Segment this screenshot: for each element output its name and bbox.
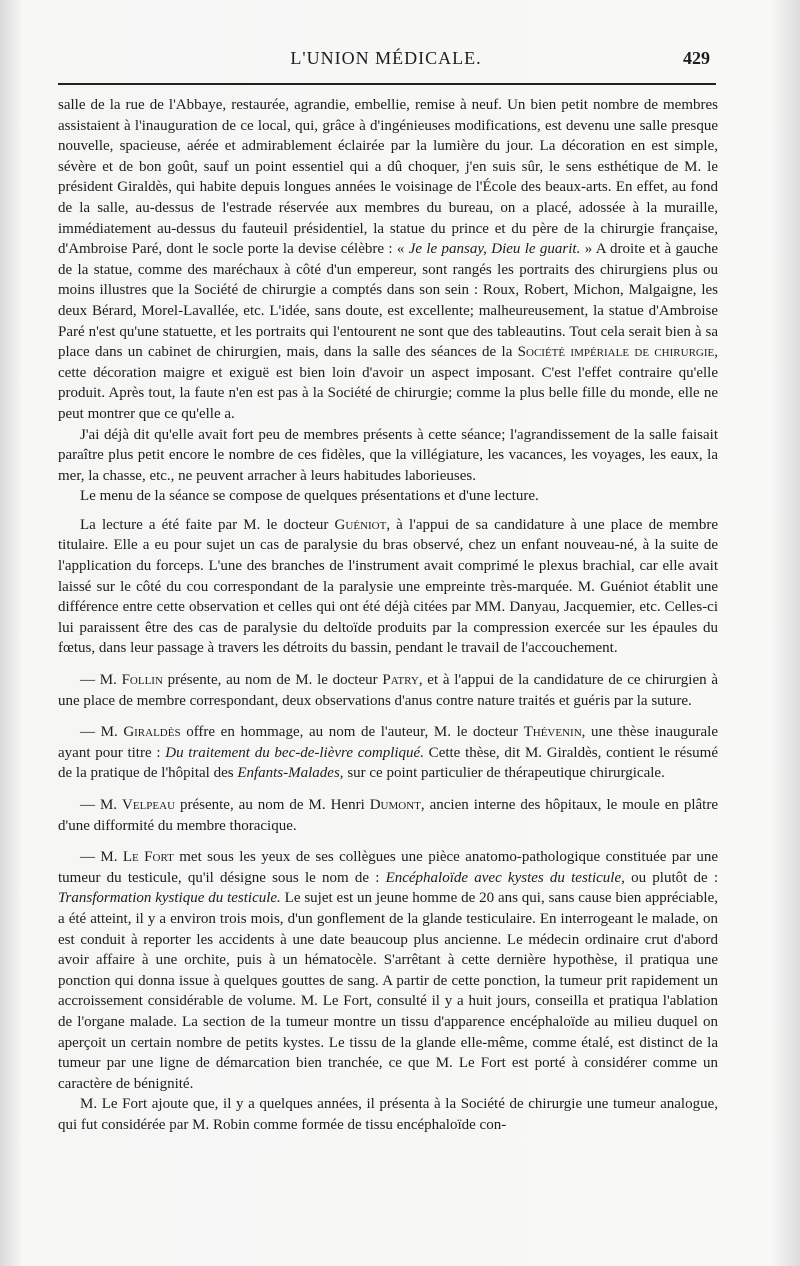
italic-text: Transformation kystique du testicule. bbox=[58, 890, 281, 907]
small-caps-name: Guéniot bbox=[334, 516, 387, 533]
running-title: L'UNION MÉDICALE. bbox=[290, 48, 482, 68]
italic-text: Enfants-Malades, bbox=[237, 765, 344, 782]
article-body bbox=[58, 95, 718, 1136]
text-run: met sous les yeux de ses collègues une pièce anatomo-pathologique constituée par une tumeur du testicule, qu'il désigne sous le nom de : bbox=[58, 849, 718, 886]
text-run: — M. bbox=[80, 849, 123, 866]
text-run: présente, au nom de M. le docteur bbox=[162, 672, 383, 689]
paragraph bbox=[58, 95, 718, 425]
text-run: — M. bbox=[80, 724, 124, 741]
header-rule bbox=[58, 83, 716, 85]
page-number: 429 bbox=[683, 48, 710, 68]
text-run: présente, au nom de M. Henri bbox=[175, 797, 370, 813]
paragraph bbox=[58, 670, 718, 711]
text-run: , ancien interne des hôpitaux, le moule en plâtre d'une difformité du membre thoracique. bbox=[58, 797, 718, 834]
text-run: offre en hommage, au nom de l'auteur, M. le docteur bbox=[180, 724, 524, 741]
small-caps-name: Velpeau bbox=[122, 797, 176, 813]
paragraph bbox=[58, 425, 718, 487]
italic-text: Du traitement du bec-de-lièvre compliqué. bbox=[165, 744, 424, 761]
paragraph bbox=[58, 722, 718, 784]
text-run: — M. bbox=[80, 672, 122, 689]
text-run: , et à l'appui de la candidature de ce chirurgien à une place de membre correspondant, deux observations d'anus contre nature traités et guéris par la suture. bbox=[58, 672, 719, 709]
text-run: ou plutôt de : bbox=[624, 869, 719, 886]
paragraph bbox=[58, 486, 718, 507]
paragraph bbox=[58, 795, 718, 836]
page-header bbox=[58, 48, 714, 78]
text-run: , cette décoration maigre et exiguë est bien loin d'avoir un aspect imposant. C'est l'effet contraire qu'elle produit. Après tout, la faute n'en est pas à la Société de chirurgie; comme la plus belle fille du monde, elle ne peut montrer que ce qu'elle a. bbox=[58, 344, 718, 422]
text-run: Le menu de la séance se compose de quelques présentations et d'une lecture. bbox=[80, 488, 539, 505]
text-run: sur ce point particulier de thérapeutique chirurgicale. bbox=[343, 765, 665, 782]
paragraph bbox=[58, 1094, 718, 1135]
italic-text: Encéphaloïde avec kystes du testicule, bbox=[385, 869, 625, 886]
text-run: M. Le Fort ajoute que, il y a quelques années, il présenta à la Société de chirurgie une tumeur analogue, qui fut considérée par M. Robin comme formée de tissu encéphaloïde con- bbox=[58, 1096, 718, 1133]
small-caps-name: Giraldès bbox=[123, 724, 181, 741]
text-run: J'ai déjà dit qu'elle avait fort peu de membres présents à cette séance; l'agrandissement de la salle faisait paraître plus petit encore le nombre de ces fidèles, que la villégiature, les vacances, les voyages, les eaux, la mer, la chasse, etc., ne peuvent arracher à leurs habitudes laborieuses. bbox=[58, 426, 718, 484]
text-run: , à l'appui de sa candidature à une place de membre titulaire. Elle a eu pour sujet un cas de paralysie du bras observé, chez un enfant nouveau-né, à la suite de l'application du forceps. L'une des branches de l'instrument avait comprimé le plexus brachial, car elle avait laissé sur le côté du cou correspondant de la paralysie une empreinte très-marquée. M. Guéniot établit une différence entre cette observation et celles qui ont été déjà citées par MM. Danyau, Jacquemier, etc. Celles-ci lui paraissent être des cas de paralysie du deltoïde produits par la compression exercée sur les épaules du fœtus, dans leur passage à travers les détroits du bassin, pendant le travail de l'accouchement. bbox=[58, 516, 718, 657]
text-run: » A droite et à gauche de la statue, comme des maréchaux à côté d'un empereur, sont rangés les portraits des chirurgiens plus ou moins illustres que la Société de chirurgie a comptés dans son sein : Roux, Robert, Michon, Malgaigne, les deux Bérard, Morel-Lavallée, etc. L'idée, sans doute, est excellente; malheureusement, la statue d'Ambroise Paré n'est qu'une statuette, et les portraits qui l'entourent ne sont que des tableautins. Tout cela serait bien à sa place dans un cabinet de chirurgien, mais, dans la salle des séances de la bbox=[58, 241, 718, 361]
text-run: Le sujet est un jeune homme de 20 ans qui, sans cause bien appréciable, a été atteint, il y a environ trois mois, d'un gonflement de la glande testiculaire. En interrogeant le malade, on est conduit à reporter les accidents à une date beaucoup plus ancienne. Le médecin ordinaire crut d'abord avoir affaire à une orchite, puis à un hématocèle. S'arrêtant à cette dernière hypothèse, il pratiqua une ponction qui donna issue à quelques gouttes de sang. A partir de cette ponction, la tumeur prit rapidement un accroissement considérable de volume. M. Le Fort, consulté il y a huit jours, conseilla et pratiqua l'ablation de l'organe malade. La section de la tumeur montre un tissu d'apparence encéphaloïde au milieu duquel on aperçoit un certain nombre de petits kystes. Le tissu de la glande elle-même, comme étalé, est distinct de la tumeur par une ligne de démarcation bien tranchée, ce que M. Le Fort est porté à considérer comme un caractère de bénignité. bbox=[58, 890, 718, 1092]
text-run: salle de la rue de l'Abbaye, restaurée, agrandie, embellie, remise à neuf. Un bien petit nombre de membres assistaient à l'inauguration de ce local, qui, grâce à d'ingénieuses modifications, est devenu une salle presque nouvelle, spacieuse, aérée et admirablement éclairée par la lumière du jour. La décoration en est simple, sévère et de bon goût, sauf un point essentiel qui a dû choquer, j'en suis sûr, le sens esthétique de M. le président Giraldès, qui habite depuis longues années le voisinage de l'École des beaux-arts. En effet, au fond de la salle, au-dessus de l'estrade réservée aux membres du bureau, on a placé, adossée à la muraille, immédiatement au-dessus du fauteuil présidentiel, la statue du prince et du père de la chirurgie française, d'Ambroise Paré, dont le socle porte la devise célèbre : « bbox=[58, 97, 718, 258]
small-caps-name: Le Fort bbox=[122, 849, 174, 866]
text-run: , une thèse inaugurale ayant pour titre : bbox=[58, 724, 718, 761]
text-run: — M. bbox=[80, 797, 123, 813]
small-caps-name: Dumont bbox=[369, 797, 421, 813]
small-caps-name: Patry bbox=[382, 672, 419, 689]
italic-text: Je le pansay, Dieu le guarit. bbox=[408, 241, 581, 258]
paragraph bbox=[58, 515, 718, 659]
small-caps-name: Follin bbox=[121, 672, 163, 689]
text-run: La lecture a été faite par M. le docteur bbox=[80, 516, 335, 533]
small-caps-name: Société impériale de chirurgie bbox=[517, 344, 715, 361]
small-caps-name: Thévenin bbox=[523, 724, 582, 741]
paragraph bbox=[58, 847, 718, 1094]
text-run: Cette thèse, dit M. Giraldès, contient le résumé de la pratique de l'hôpital des bbox=[58, 744, 718, 782]
